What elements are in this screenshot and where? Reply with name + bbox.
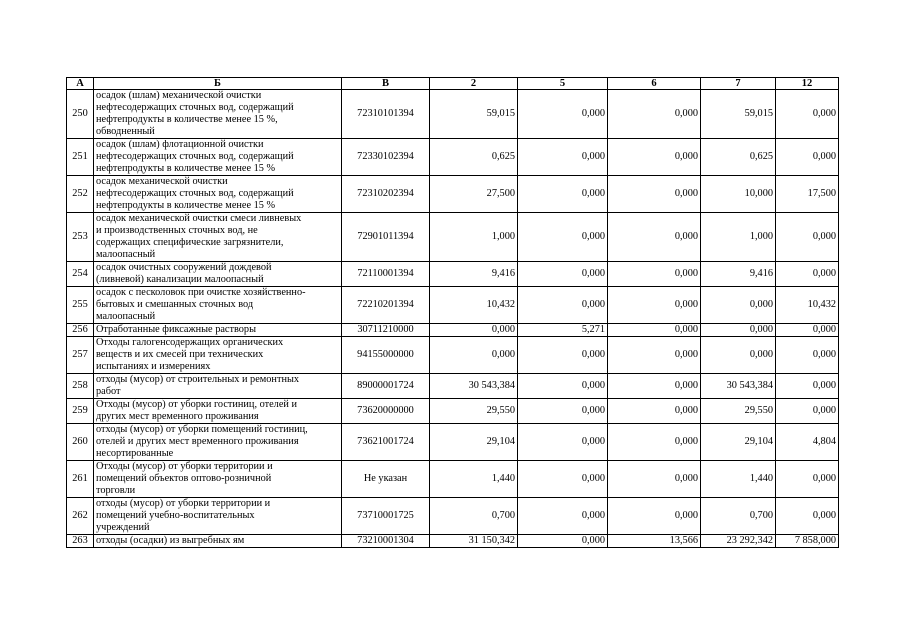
waste-code: 72901011394 (342, 213, 430, 262)
waste-name-line: нефтепродукты в количестве менее 15 % (96, 200, 276, 211)
waste-code: 72110001394 (342, 262, 430, 287)
cell-col-2: 0,000 (430, 324, 518, 337)
cell-col-12: 0,000 (776, 374, 839, 399)
cell-col-7: 29,550 (701, 399, 776, 424)
cell-col-12: 0,000 (776, 399, 839, 424)
cell-col-7: 0,000 (701, 287, 776, 324)
cell-col-2: 29,550 (430, 399, 518, 424)
table-row (67, 90, 839, 139)
row-number: 252 (67, 176, 94, 213)
waste-name-line: несортированные (96, 448, 174, 459)
table-row (67, 213, 839, 262)
waste-code: 72310101394 (342, 90, 430, 139)
cell-col-5: 0,000 (518, 213, 608, 262)
cell-col-5: 0,000 (518, 139, 608, 176)
cell-col-12: 7 858,000 (776, 535, 839, 548)
row-number: 253 (67, 213, 94, 262)
waste-name-line: малоопасный (96, 249, 156, 260)
cell-col-2: 0,625 (430, 139, 518, 176)
header-a: А (67, 78, 94, 90)
waste-name (94, 399, 342, 424)
cell-col-5: 0,000 (518, 535, 608, 548)
cell-col-2: 1,440 (430, 461, 518, 498)
waste-name-line: содержащих специфические загрязнители, (96, 237, 284, 248)
waste-code: 30711210000 (342, 324, 430, 337)
waste-name (94, 374, 342, 399)
row-number: 250 (67, 90, 94, 139)
cell-col-12: 0,000 (776, 324, 839, 337)
cell-col-6: 0,000 (608, 213, 701, 262)
waste-name-line: Отходы (мусор) от уборки территории и (96, 461, 273, 472)
cell-col-6: 0,000 (608, 424, 701, 461)
waste-name-line: нефтесодержащих сточных вод, содержащий (96, 188, 294, 199)
header-col-5: 5 (518, 78, 608, 90)
cell-col-7: 9,416 (701, 262, 776, 287)
row-number: 260 (67, 424, 94, 461)
waste-name-line: отходы (мусор) от уборки помещений гостиниц, (96, 424, 308, 435)
waste-name-line: осадок механической очистки смеси ливневых (96, 213, 302, 224)
waste-name (94, 287, 342, 324)
waste-name (94, 176, 342, 213)
header-col-2: 2 (430, 78, 518, 90)
row-number: 261 (67, 461, 94, 498)
waste-name-line: помещений объектов оптово-розничной (96, 473, 272, 484)
waste-name-line: нефтесодержащих сточных вод, содержащий (96, 151, 294, 162)
cell-col-5: 5,271 (518, 324, 608, 337)
row-number: 257 (67, 337, 94, 374)
cell-col-6: 0,000 (608, 461, 701, 498)
waste-name-line: нефтесодержащих сточных вод, содержащий (96, 102, 294, 113)
cell-col-5: 0,000 (518, 374, 608, 399)
waste-name (94, 324, 342, 337)
cell-col-2: 27,500 (430, 176, 518, 213)
cell-col-2: 1,000 (430, 213, 518, 262)
cell-col-12: 0,000 (776, 337, 839, 374)
waste-name-line: (ливневой) канализации малоопасный (96, 274, 264, 285)
waste-name-line: Отработанные фиксажные растворы (96, 324, 256, 335)
cell-col-7: 0,700 (701, 498, 776, 535)
cell-col-5: 0,000 (518, 461, 608, 498)
cell-col-6: 0,000 (608, 262, 701, 287)
waste-name-line: других мест временного проживания (96, 411, 259, 422)
cell-col-2: 31 150,342 (430, 535, 518, 548)
cell-col-7: 1,000 (701, 213, 776, 262)
cell-col-2: 10,432 (430, 287, 518, 324)
waste-name (94, 535, 342, 548)
row-number: 259 (67, 399, 94, 424)
table-row (67, 337, 839, 374)
row-number: 263 (67, 535, 94, 548)
cell-col-12: 0,000 (776, 90, 839, 139)
waste-code: 72210201394 (342, 287, 430, 324)
cell-col-5: 0,000 (518, 337, 608, 374)
cell-col-7: 59,015 (701, 90, 776, 139)
waste-name-line: испытаниях и измерениях (96, 361, 211, 372)
cell-col-2: 0,700 (430, 498, 518, 535)
table-row (67, 287, 839, 324)
waste-name (94, 90, 342, 139)
cell-col-6: 0,000 (608, 324, 701, 337)
waste-name-line: торговли (96, 485, 136, 496)
table-row (67, 374, 839, 399)
table-row (67, 324, 839, 337)
waste-code: 89000001724 (342, 374, 430, 399)
table-row (67, 535, 839, 548)
cell-col-7: 1,440 (701, 461, 776, 498)
cell-col-7: 0,625 (701, 139, 776, 176)
waste-code: 73621001724 (342, 424, 430, 461)
cell-col-6: 0,000 (608, 498, 701, 535)
cell-col-7: 10,000 (701, 176, 776, 213)
waste-name-line: отходы (мусор) от уборки территории и (96, 498, 271, 509)
cell-col-5: 0,000 (518, 262, 608, 287)
cell-col-12: 0,000 (776, 498, 839, 535)
waste-code: 94155000000 (342, 337, 430, 374)
waste-name (94, 337, 342, 374)
waste-table (66, 77, 839, 548)
cell-col-12: 10,432 (776, 287, 839, 324)
waste-name (94, 139, 342, 176)
waste-code: Не указан (342, 461, 430, 498)
waste-name-line: бытовых и смешанных сточных вод (96, 299, 254, 310)
row-number: 256 (67, 324, 94, 337)
table-row (67, 424, 839, 461)
waste-name-line: осадок (шлам) механической очистки (96, 90, 262, 101)
table-row (67, 461, 839, 498)
waste-name-line: учреждений (96, 522, 150, 533)
waste-name-line: нефтепродукты в количестве менее 15 % (96, 163, 276, 174)
cell-col-12: 17,500 (776, 176, 839, 213)
row-number: 254 (67, 262, 94, 287)
row-number: 262 (67, 498, 94, 535)
waste-name-line: Отходы (мусор) от уборки гостиниц, отелей и (96, 399, 297, 410)
table-row (67, 498, 839, 535)
cell-col-2: 9,416 (430, 262, 518, 287)
waste-name-line: и производственных сточных вод, не (96, 225, 258, 236)
waste-name-line: отходы (мусор) от строительных и ремонтных (96, 374, 300, 385)
waste-name-line: малоопасный (96, 311, 156, 322)
cell-col-5: 0,000 (518, 498, 608, 535)
cell-col-5: 0,000 (518, 424, 608, 461)
cell-col-12: 0,000 (776, 139, 839, 176)
cell-col-6: 0,000 (608, 399, 701, 424)
table-row (67, 176, 839, 213)
cell-col-2: 59,015 (430, 90, 518, 139)
cell-col-5: 0,000 (518, 287, 608, 324)
cell-col-12: 0,000 (776, 262, 839, 287)
waste-name-line: осадок с песколовок при очистке хозяйственно- (96, 287, 306, 298)
cell-col-6: 0,000 (608, 287, 701, 324)
cell-col-6: 0,000 (608, 176, 701, 213)
table-row (67, 262, 839, 287)
cell-col-2: 29,104 (430, 424, 518, 461)
cell-col-6: 0,000 (608, 90, 701, 139)
cell-col-7: 30 543,384 (701, 374, 776, 399)
cell-col-5: 0,000 (518, 176, 608, 213)
waste-code: 73210001304 (342, 535, 430, 548)
waste-code: 73710001725 (342, 498, 430, 535)
waste-name-line: отходы (осадки) из выгребных ям (96, 535, 245, 546)
waste-name-line: осадок очистных сооружений дождевой (96, 262, 272, 273)
waste-name-line: осадок (шлам) флотационной очистки (96, 139, 264, 150)
header-row (67, 78, 839, 90)
cell-col-6: 0,000 (608, 139, 701, 176)
waste-code: 72310202394 (342, 176, 430, 213)
cell-col-7: 29,104 (701, 424, 776, 461)
cell-col-12: 4,804 (776, 424, 839, 461)
waste-name-line: веществ и их смесей при технических (96, 349, 264, 360)
waste-name-line: обводненный (96, 126, 155, 137)
waste-name (94, 262, 342, 287)
header-b: Б (94, 78, 342, 90)
waste-name-line: отелей и других мест временного проживания (96, 436, 299, 447)
cell-col-12: 0,000 (776, 213, 839, 262)
cell-col-6: 0,000 (608, 374, 701, 399)
waste-name-line: работ (96, 386, 121, 397)
waste-name-line: Отходы галогенсодержащих органических (96, 337, 284, 348)
cell-col-6: 0,000 (608, 337, 701, 374)
header-col-12: 12 (776, 78, 839, 90)
row-number: 251 (67, 139, 94, 176)
table-body (67, 90, 839, 548)
cell-col-7: 23 292,342 (701, 535, 776, 548)
row-number: 258 (67, 374, 94, 399)
cell-col-12: 0,000 (776, 461, 839, 498)
waste-code: 73620000000 (342, 399, 430, 424)
cell-col-2: 30 543,384 (430, 374, 518, 399)
table-row (67, 139, 839, 176)
row-number: 255 (67, 287, 94, 324)
waste-code: 72330102394 (342, 139, 430, 176)
waste-name-line: нефтепродукты в количестве менее 15 %, (96, 114, 278, 125)
cell-col-7: 0,000 (701, 337, 776, 374)
cell-col-5: 0,000 (518, 90, 608, 139)
header-v: В (342, 78, 430, 90)
cell-col-5: 0,000 (518, 399, 608, 424)
waste-name (94, 461, 342, 498)
cell-col-6: 13,566 (608, 535, 701, 548)
table-row (67, 399, 839, 424)
waste-name (94, 498, 342, 535)
cell-col-2: 0,000 (430, 337, 518, 374)
cell-col-7: 0,000 (701, 324, 776, 337)
header-col-6: 6 (608, 78, 701, 90)
waste-name (94, 213, 342, 262)
waste-name-line: помещений учебно-воспитательных (96, 510, 255, 521)
header-col-7: 7 (701, 78, 776, 90)
waste-name-line: осадок механической очистки (96, 176, 228, 187)
waste-name (94, 424, 342, 461)
